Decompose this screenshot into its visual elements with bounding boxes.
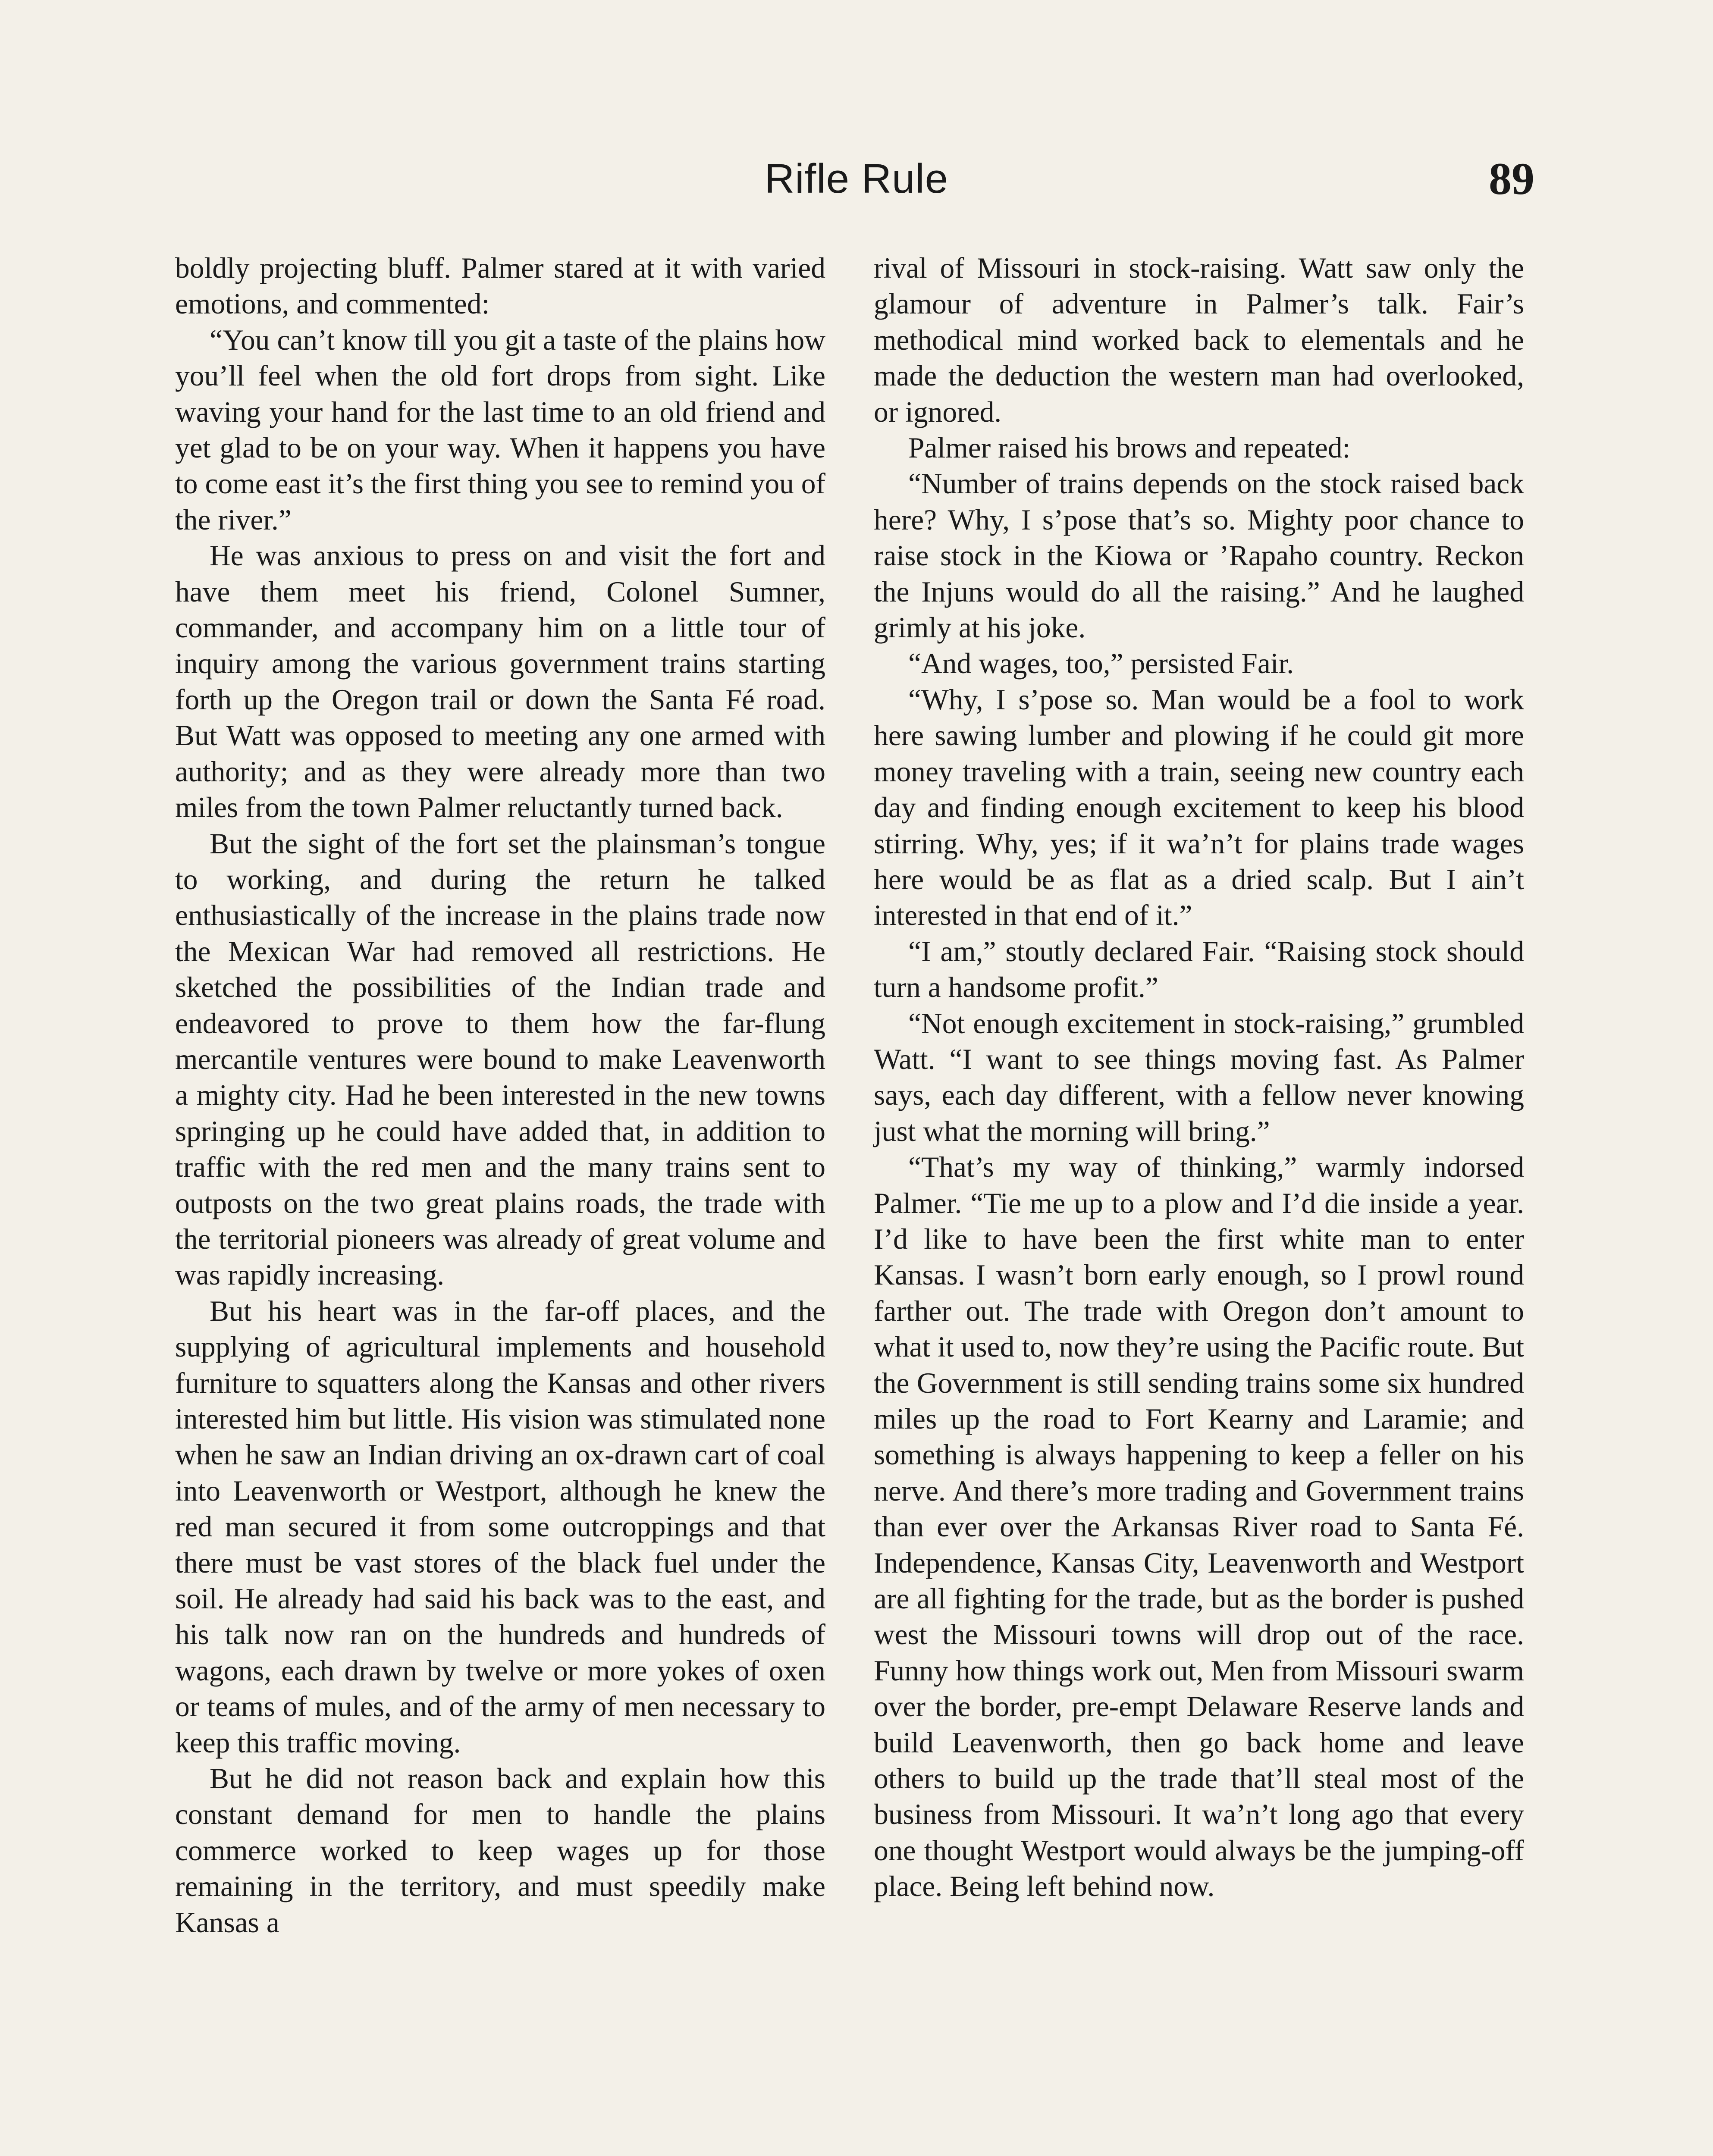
paragraph: “Number of trains depends on the stock raised back here? Why, I s’pose that’s so. Mighty poor chance to raise stock in the Kiowa or ’Rapaho country. Reckon the Injuns would do all the raising.” And he laughed grimly at his joke. xyxy=(874,467,1524,644)
right-column xyxy=(874,250,1524,1905)
paragraph: But the sight of the fort set the plainsman’s tongue to working, and during the return he talked enthusiastically of the increase in the plains trade now the Mexican War had removed all restrictions. He sketched the possibilities of the Indian trade and endeavored to prove to them how the far-flung mercantile ventures were bound to make Leavenworth a mighty city. Had he been interested in the new towns springing up he could have added that, in addition to traffic with the red men and the many trains sent to outposts on the two great plains roads, the trade with the territorial pioneers was already of great volume and was rapidly increasing. xyxy=(175,827,825,1291)
paragraph: “You can’t know till you git a taste of the plains how you’ll feel when the old fort drops from sight. Like waving your hand for the last time to an old friend and yet glad to be on your way. When it happens you have to come east it’s the first thing you see to remind you of the river.” xyxy=(175,323,825,536)
paragraph: But his heart was in the far-off places, and the supplying of agricultural implements and household furniture to squatters along the Kansas and other rivers interested him but little. His vision was stimulated none when he saw an Indian driving an ox-drawn cart of coal into Leavenworth or Westport, although he knew the red man secured it from some outcroppings and that there must be vast stores of the black fuel under the soil. He already had said his back was to the east, and his talk now ran on the hundreds and hundreds of wagons, each drawn by twelve or more yokes of oxen or teams of mules, and of the army of men necessary to keep this traffic moving. xyxy=(175,1294,825,1759)
running-title: Rifle Rule xyxy=(764,156,949,202)
paragraph: boldly projecting bluff. Palmer stared at it with varied emotions, and commented: xyxy=(175,252,825,320)
paragraph: “I am,” stoutly declared Fair. “Raising stock should turn a handsome profit.” xyxy=(874,935,1524,1004)
paragraph: rival of Missouri in stock-raising. Watt saw only the glamour of adventure in Palmer’s talk. Fair’s methodical mind worked back to elementals and he made the deduction the western man had overlooked, or ignored. xyxy=(874,252,1524,428)
paragraph: “Not enough excitement in stock-raising,” grumbled Watt. “I want to see things moving fast. As Palmer says, each day different, with a fellow never knowing just what the morning will bring.” xyxy=(874,1007,1524,1147)
page-number: 89 xyxy=(1489,154,1534,204)
left-column xyxy=(175,250,825,1940)
paragraph: “That’s my way of thinking,” warmly indorsed Palmer. “Tie me up to a plow and I’d die inside a year. I’d like to have been the first white man to enter Kansas. I wasn’t born early enough, so I prowl round farther out. The trade with Oregon don’t amount to what it used to, now they’re using the Pacific route. But the Government is still sending trains some six hundred miles up the road to Fort Kearny and Laramie; and something is always happening to keep a feller on his nerve. And there’s more trading and Government trains than ever over the Arkansas River road to Santa Fé. Independence, Kansas City, Leavenworth and Westport are all fighting for the trade, but as the border is pushed west the Missouri towns will drop out of the race. Funny how things work out, Men from Missouri swarm over the border, pre-empt Delaware Reserve lands and build Leavenworth, then go back home and leave others to build up the trade that’ll steal most of the business from Missouri. It wa’n’t long ago that every one thought Westport would always be the jumping-off place. Being left behind now. xyxy=(874,1151,1524,1903)
paragraph: But he did not reason back and explain how this constant demand for men to handle the plains commerce worked to keep wages up for those remaining in the territory, and must speedily make Kansas a xyxy=(175,1762,825,1939)
paragraph: “And wages, too,” persisted Fair. xyxy=(908,647,1294,680)
paragraph: Palmer raised his brows and repeated: xyxy=(908,432,1351,464)
paragraph: “Why, I s’pose so. Man would be a fool to work here sawing lumber and plowing if he could git more money traveling with a train, seeing new country each day and finding enough excitement to keep his blood stirring. Why, yes; if it wa’n’t for plains trade wages here would be as flat as a dried scalp. But I ain’t interested in that end of it.” xyxy=(874,683,1524,932)
page-header xyxy=(0,155,1713,207)
paragraph: He was anxious to press on and visit the fort and have them meet his friend, Colonel Sumner, commander, and accompany him on a little tour of inquiry among the various government trains starting forth up the Oregon trail or down the Santa Fé road. But Watt was opposed to meeting any one armed with authority; and as they were already more than two miles from the town Palmer reluctantly turned back. xyxy=(175,539,825,824)
